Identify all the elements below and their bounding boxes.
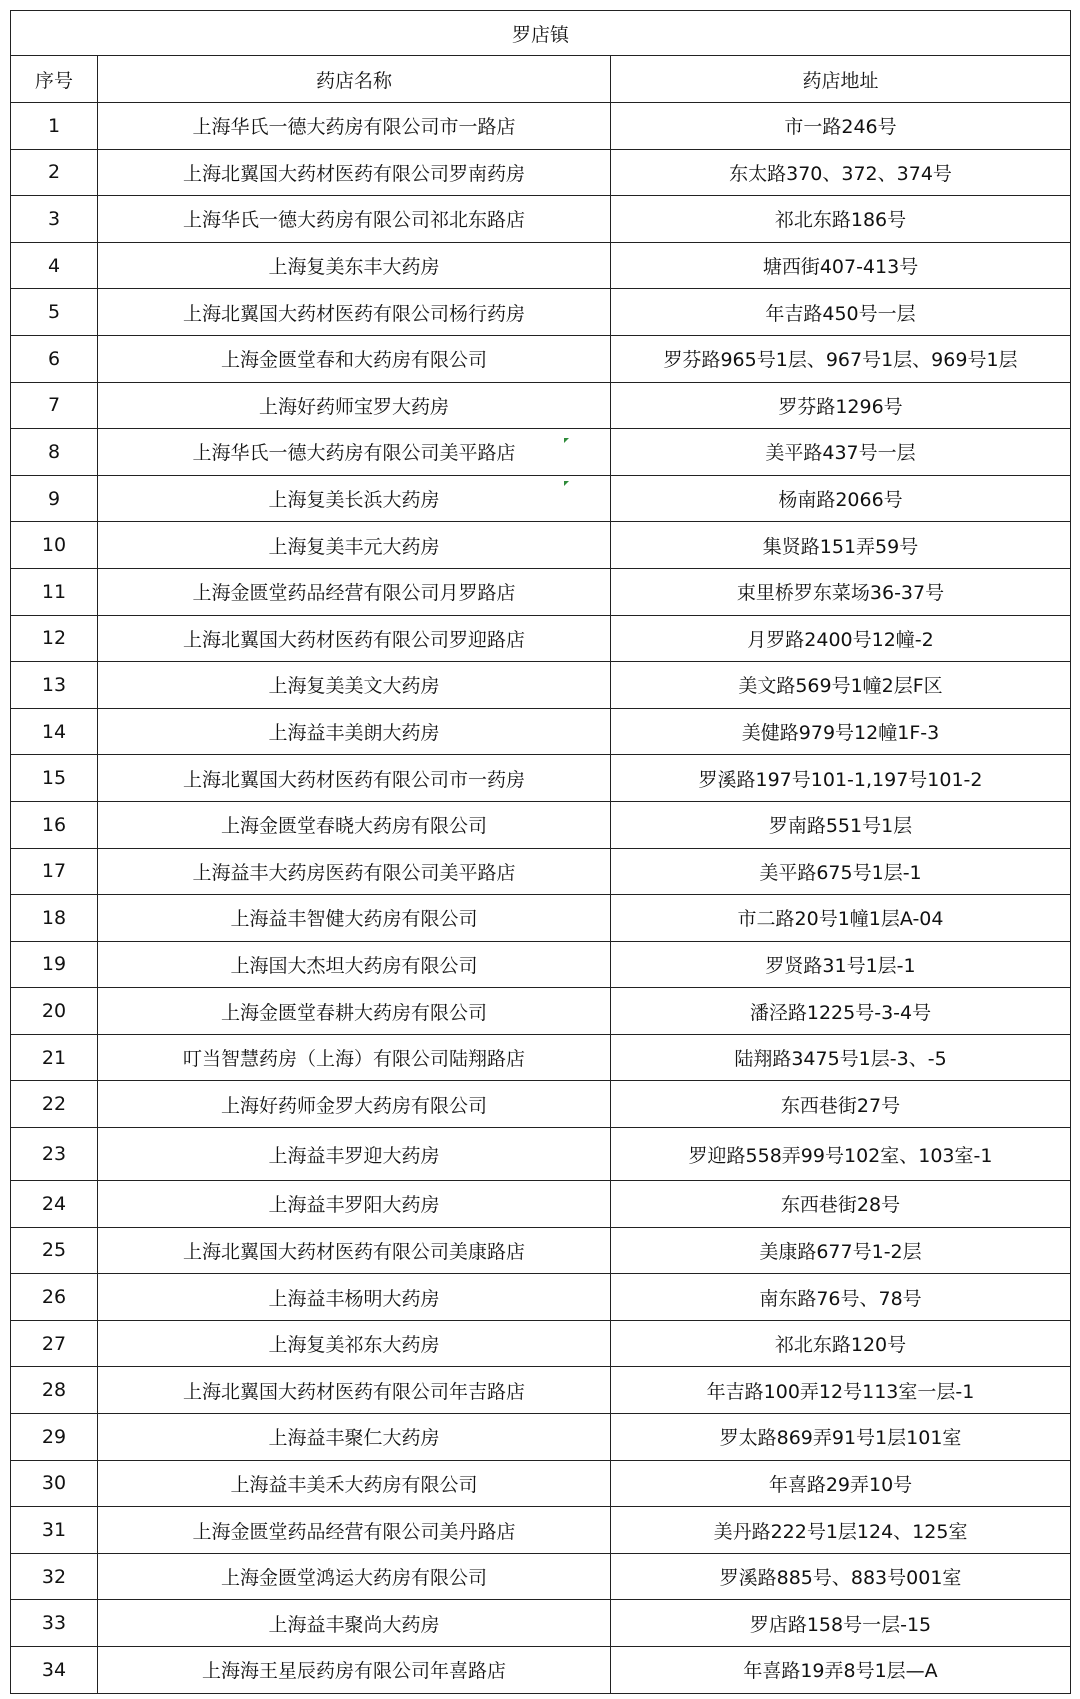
pharmacy-name: 上海北翼国大药材医药有限公司市一药房 (98, 755, 611, 802)
pharmacy-name: 上海好药师金罗大药房有限公司 (98, 1081, 611, 1128)
pharmacy-address: 年吉路100弄12号113室一层-1 (611, 1367, 1071, 1414)
pharmacy-address: 美文路569号1幢2层F区 (611, 662, 1071, 709)
row-index: 10 (11, 522, 98, 569)
pharmacy-address: 美丹路222号1层124、125室 (611, 1507, 1071, 1554)
row-index: 18 (11, 895, 98, 942)
pharmacy-address: 东西巷街27号 (611, 1081, 1071, 1128)
pharmacy-name: 上海益丰美禾大药房有限公司 (98, 1460, 611, 1507)
row-index: 17 (11, 848, 98, 895)
pharmacy-name: 上海益丰大药房医药有限公司美平路店 (98, 848, 611, 895)
row-index: 19 (11, 941, 98, 988)
row-index: 14 (11, 708, 98, 755)
table-row (11, 475, 1071, 522)
pharmacy-name: 上海复美长浜大药房 (98, 475, 611, 522)
pharmacy-name: 上海金匮堂春和大药房有限公司 (98, 335, 611, 382)
pharmacy-name: 上海益丰聚尚大药房 (98, 1600, 611, 1647)
table-row (11, 568, 1071, 615)
row-index: 29 (11, 1414, 98, 1461)
row-index: 12 (11, 615, 98, 662)
table-row (11, 1460, 1071, 1507)
pharmacy-name: 上海益丰聚仁大药房 (98, 1414, 611, 1461)
pharmacy-address: 美平路675号1层-1 (611, 848, 1071, 895)
table-row (11, 615, 1071, 662)
pharmacy-name: 上海国大杰坦大药房有限公司 (98, 941, 611, 988)
pharmacy-address: 潘泾路1225号-3-4号 (611, 988, 1071, 1035)
pharmacy-address: 年喜路29弄10号 (611, 1460, 1071, 1507)
row-index: 28 (11, 1367, 98, 1414)
pharmacy-address: 罗南路551号1层 (611, 801, 1071, 848)
pharmacy-address: 陆翔路3475号1层-3、-5 (611, 1034, 1071, 1081)
pharmacy-address: 市一路246号 (611, 103, 1071, 150)
row-index: 25 (11, 1227, 98, 1274)
table-row (11, 1181, 1071, 1228)
row-index: 5 (11, 289, 98, 336)
row-index: 24 (11, 1181, 98, 1228)
pharmacy-address: 美平路437号一层 (611, 429, 1071, 476)
row-index: 27 (11, 1320, 98, 1367)
pharmacy-name: 上海金匮堂药品经营有限公司美丹路店 (98, 1507, 611, 1554)
table-row (11, 755, 1071, 802)
pharmacy-address: 罗店路158号一层-15 (611, 1600, 1071, 1647)
pharmacy-address: 杨南路2066号 (611, 475, 1071, 522)
row-index: 20 (11, 988, 98, 1035)
pharmacy-name: 上海复美丰元大药房 (98, 522, 611, 569)
pharmacy-name: 上海华氏一德大药房有限公司美平路店 (98, 429, 611, 476)
row-index: 34 (11, 1647, 98, 1694)
pharmacy-address: 南东路76号、78号 (611, 1274, 1071, 1321)
pharmacy-name: 叮当智慧药房（上海）有限公司陆翔路店 (98, 1034, 611, 1081)
pharmacy-name: 上海海王星辰药房有限公司年喜路店 (98, 1647, 611, 1694)
row-index: 13 (11, 662, 98, 709)
pharmacy-name: 上海华氏一德大药房有限公司祁北东路店 (98, 196, 611, 243)
table-row (11, 522, 1071, 569)
table-body (11, 103, 1071, 1694)
table-title-row (11, 11, 1071, 56)
table-row (11, 149, 1071, 196)
table-row (11, 1647, 1071, 1694)
table-row (11, 1414, 1071, 1461)
pharmacy-name: 上海复美东丰大药房 (98, 242, 611, 289)
row-index: 4 (11, 242, 98, 289)
pharmacy-address: 集贤路151弄59号 (611, 522, 1071, 569)
pharmacy-name: 上海北翼国大药材医药有限公司杨行药房 (98, 289, 611, 336)
pharmacy-name: 上海益丰罗迎大药房 (98, 1128, 611, 1181)
pharmacy-address: 罗芬路965号1层、967号1层、969号1层 (611, 335, 1071, 382)
header-pharmacy-name: 药店名称 (98, 56, 611, 103)
pharmacy-address: 月罗路2400号12幢-2 (611, 615, 1071, 662)
row-index: 9 (11, 475, 98, 522)
row-index: 6 (11, 335, 98, 382)
table-row (11, 1081, 1071, 1128)
table-row (11, 382, 1071, 429)
table-row (11, 1274, 1071, 1321)
pharmacy-name: 上海北翼国大药材医药有限公司罗迎路店 (98, 615, 611, 662)
pharmacy-address: 塘西街407-413号 (611, 242, 1071, 289)
row-index: 2 (11, 149, 98, 196)
table-row (11, 196, 1071, 243)
pharmacy-address: 罗溪路197号101-1,197号101-2 (611, 755, 1071, 802)
pharmacy-address: 美健路979号12幢1F-3 (611, 708, 1071, 755)
pharmacy-name: 上海北翼国大药材医药有限公司年吉路店 (98, 1367, 611, 1414)
row-index: 8 (11, 429, 98, 476)
row-index: 31 (11, 1507, 98, 1554)
row-index: 1 (11, 103, 98, 150)
pharmacy-address: 美康路677号1-2层 (611, 1227, 1071, 1274)
pharmacy-address: 束里桥罗东菜场36-37号 (611, 568, 1071, 615)
row-index: 7 (11, 382, 98, 429)
table-row (11, 103, 1071, 150)
row-index: 26 (11, 1274, 98, 1321)
table-row (11, 289, 1071, 336)
pharmacy-address: 罗芬路1296号 (611, 382, 1071, 429)
pharmacy-name: 上海金匮堂药品经营有限公司月罗路店 (98, 568, 611, 615)
pharmacy-name: 上海益丰智健大药房有限公司 (98, 895, 611, 942)
table-row (11, 242, 1071, 289)
row-index: 16 (11, 801, 98, 848)
table-row (11, 708, 1071, 755)
table-title: 罗店镇 (11, 11, 1071, 56)
pharmacy-name: 上海金匮堂春晓大药房有限公司 (98, 801, 611, 848)
pharmacy-name: 上海华氏一德大药房有限公司市一路店 (98, 103, 611, 150)
pharmacy-address: 祁北东路186号 (611, 196, 1071, 243)
table-row (11, 1227, 1071, 1274)
table-row (11, 988, 1071, 1035)
pharmacy-address: 罗贤路31号1层-1 (611, 941, 1071, 988)
table-row (11, 1320, 1071, 1367)
table-row (11, 1367, 1071, 1414)
pharmacy-address: 罗迎路558弄99号102室、103室-1 (611, 1128, 1071, 1181)
table-row (11, 429, 1071, 476)
table-row (11, 1507, 1071, 1554)
cell-comment-marker (564, 481, 569, 486)
row-index: 30 (11, 1460, 98, 1507)
pharmacy-address: 年喜路19弄8号1层—A (611, 1647, 1071, 1694)
table-row (11, 335, 1071, 382)
row-index: 11 (11, 568, 98, 615)
pharmacy-address: 祁北东路120号 (611, 1320, 1071, 1367)
pharmacy-name: 上海金匮堂春耕大药房有限公司 (98, 988, 611, 1035)
pharmacy-address: 罗太路869弄91号1层101室 (611, 1414, 1071, 1461)
pharmacy-list-sheet (10, 10, 1070, 1694)
table-row (11, 941, 1071, 988)
row-index: 15 (11, 755, 98, 802)
pharmacy-name: 上海北翼国大药材医药有限公司罗南药房 (98, 149, 611, 196)
pharmacy-name: 上海好药师宝罗大药房 (98, 382, 611, 429)
row-index: 22 (11, 1081, 98, 1128)
table-row (11, 662, 1071, 709)
table-row (11, 801, 1071, 848)
pharmacy-address: 罗溪路885号、883号001室 (611, 1553, 1071, 1600)
row-index: 3 (11, 196, 98, 243)
pharmacy-name: 上海益丰罗阳大药房 (98, 1181, 611, 1228)
table-row (11, 1553, 1071, 1600)
table-row (11, 895, 1071, 942)
pharmacy-address: 市二路20号1幢1层A-04 (611, 895, 1071, 942)
table-row (11, 1128, 1071, 1181)
row-index: 21 (11, 1034, 98, 1081)
pharmacy-name: 上海复美美文大药房 (98, 662, 611, 709)
table-row (11, 1034, 1071, 1081)
table-header-row (11, 56, 1071, 103)
header-pharmacy-address: 药店地址 (611, 56, 1071, 103)
pharmacy-name: 上海复美祁东大药房 (98, 1320, 611, 1367)
pharmacy-name: 上海金匮堂鸿运大药房有限公司 (98, 1553, 611, 1600)
row-index: 33 (11, 1600, 98, 1647)
header-index: 序号 (11, 56, 98, 103)
row-index: 23 (11, 1128, 98, 1181)
pharmacy-name: 上海益丰杨明大药房 (98, 1274, 611, 1321)
pharmacy-address: 年吉路450号一层 (611, 289, 1071, 336)
pharmacy-address: 东西巷街28号 (611, 1181, 1071, 1228)
pharmacy-address: 东太路370、372、374号 (611, 149, 1071, 196)
pharmacy-name: 上海益丰美朗大药房 (98, 708, 611, 755)
table-row (11, 848, 1071, 895)
row-index: 32 (11, 1553, 98, 1600)
pharmacy-table (10, 10, 1071, 1694)
cell-comment-marker (564, 438, 569, 443)
table-row (11, 1600, 1071, 1647)
pharmacy-name: 上海北翼国大药材医药有限公司美康路店 (98, 1227, 611, 1274)
